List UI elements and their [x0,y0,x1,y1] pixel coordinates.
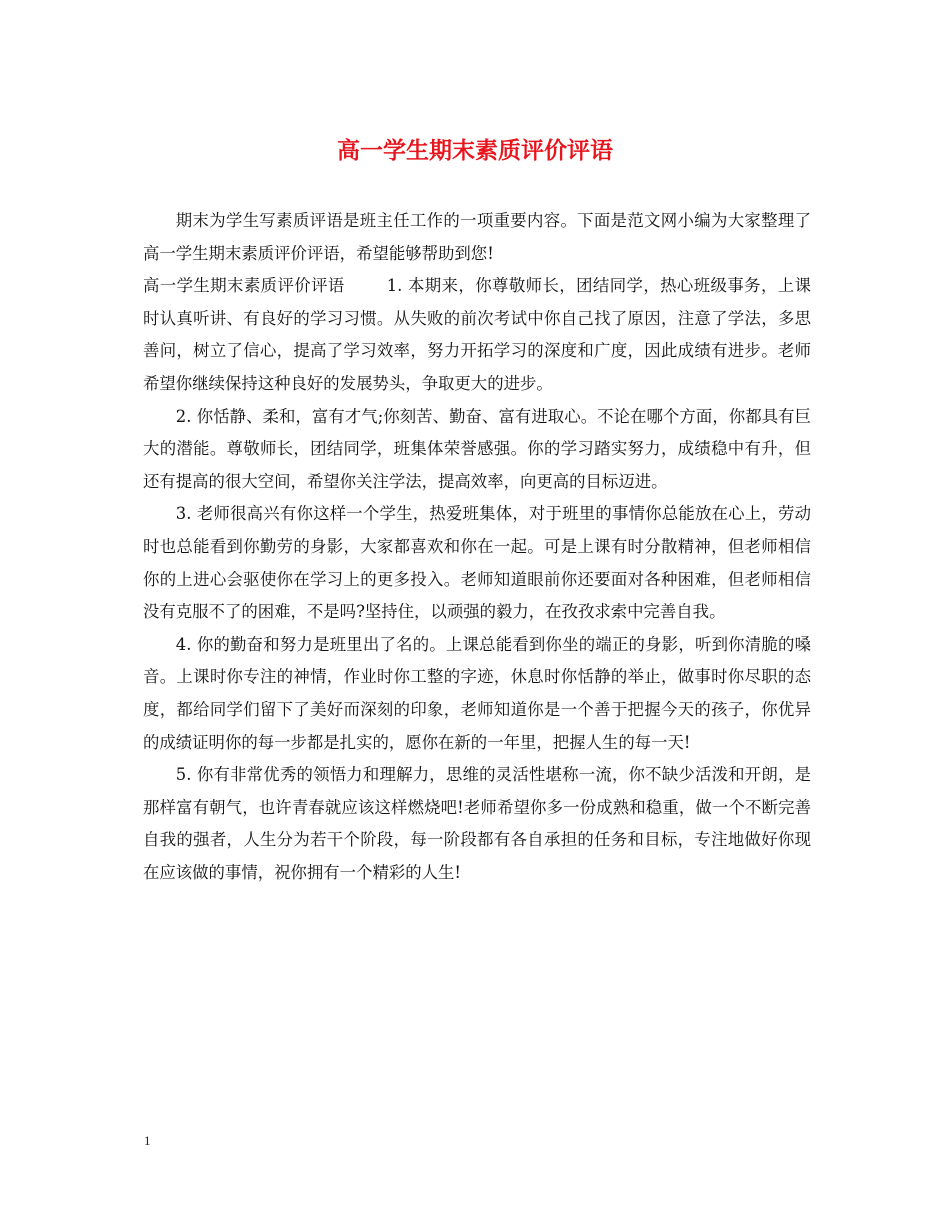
document-title: 高一学生期末素质评价评语 [337,137,613,164]
item-5-paragraph: 5. 你有非常优秀的领悟力和理解力，思维的灵活性堪称一流，你不缺少活泼和开朗，是那样富有朝气，也许青春就应该这样燃烧吧!老师希望你多一份成熟和稳重，做一个不断完善自我的强者，人生分为若干个阶段，每一阶段都有各自承担的任务和目标，专注地做好你现在应该做的事情，祝你拥有一个精彩的人生! [143,765,811,882]
item-2-paragraph: 2. 你恬静、柔和，富有才气;你刻苦、勤奋、富有进取心。不论在哪个方面，你都具有巨大的潜能。尊敬师长，团结同学，班集体荣誉感强。你的学习踏实努力，成绩稳中有升，但还有提高的很大空间，希望你关注学法，提高效率，向更高的目标迈进。 [143,406,811,491]
item-4-paragraph: 4. 你的勤奋和努力是班里出了名的。上课总能看到你坐的端正的身影，听到你清脆的嗓音。上课时你专注的神情，作业时你工整的字迹，休息时你恬静的举止，做事时你尽职的态度，都给同学们留下了美好而深刻的印象，老师知道你是一个善于把握今天的孩子，你优异的成绩证明你的每一步都是扎实的，愿你在新的一年里，把握人生的每一天! [143,634,811,752]
document-body [143,205,811,889]
item-1-text: 1. 本期来，你尊敬师长，团结同学，热心班级事务，上课时认真听讲、有良好的学习习惯。从失败的前次考试中你自己找了原因，注意了学法，多思善问，树立了信心，提高了学习效率，努力开拓学习的深度和广度，因此成绩有进步。老师希望你继续保持这种良好的发展势头，争取更大的进步。 [143,276,811,393]
item-1-paragraph [143,270,811,400]
page-number: 1 [144,1133,151,1148]
subheading: 高一学生期末素质评价评语 [143,276,345,296]
intro-paragraph: 期末为学生写素质评语是班主任工作的一项重要内容。下面是范文网小编为大家整理了高一学生期末素质评价评语，希望能够帮助到您! [143,211,811,263]
item-3-paragraph: 3. 老师很高兴有你这样一个学生，热爱班集体，对于班里的事情你总能放在心上，劳动时也总能看到你勤劳的身影，大家都喜欢和你在一起。可是上课有时分散精神，但老师相信你的上进心会驱使你在学习上的更多投入。老师知道眼前你还要面对各种困难，但老师相信没有克服不了的困难，不是吗?坚持住，以顽强的毅力，在孜孜求索中完善自我。 [143,504,811,622]
